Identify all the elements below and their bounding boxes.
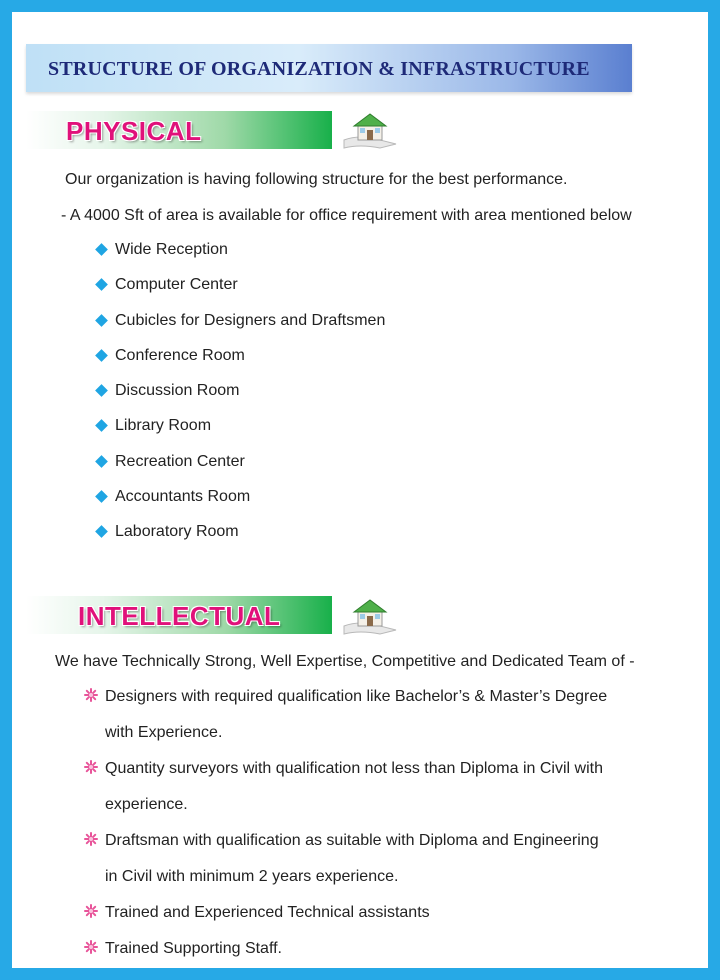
title-banner [26,44,632,92]
list-item: Laboratory Room [95,520,385,555]
diamond-bullet-icon [95,384,108,397]
physical-heading-bar [26,111,332,149]
diamond-bullet-icon [95,455,108,468]
flower-bullet-icon [84,688,98,702]
diamond-bullet-icon [95,526,108,539]
physical-area-note: - A 4000 Sft of area is available for office requirement with area mentioned below [61,207,632,224]
list-item: Wide Reception [95,238,385,273]
list-item: Trained Supporting Staff. [105,937,607,973]
list-item: Conference Room [95,344,385,379]
list-item: Designers with required qualification like Bachelor’s & Master’s Degree with Experience. [105,685,607,757]
intellectual-heading-bar [26,596,332,634]
flower-bullet-icon [84,904,98,918]
diamond-bullet-icon [95,490,108,503]
flower-bullet-icon [84,940,98,954]
diamond-bullet-icon [95,420,108,433]
diamond-bullet-icon [95,314,108,327]
physical-heading: PHYSICAL [66,116,202,146]
house-icon [340,596,400,636]
flower-bullet-icon [84,760,98,774]
diamond-bullet-icon [95,243,108,256]
diamond-bullet-icon [95,278,108,291]
diamond-bullet-icon [95,349,108,362]
list-item: Accountants Room [95,485,385,520]
list-item: Draftsman with qualification as suitable with Diploma and Engineering in Civil with minimum 2 years experience. [105,829,607,901]
house-icon [340,110,400,150]
intellectual-intro: We have Technically Strong, Well Expertise, Competitive and Dedicated Team of - [55,653,635,670]
list-item: Computer Center [95,273,385,308]
intellectual-heading: INTELLECTUAL [78,601,281,631]
list-item: Library Room [95,414,385,449]
physical-intro: Our organization is having following structure for the best performance. [65,171,568,188]
intellectual-list [105,685,607,973]
list-item: Discussion Room [95,379,385,414]
list-item: Cubicles for Designers and Draftsmen [95,309,385,344]
physical-list [95,238,385,556]
list-item: Trained and Experienced Technical assistants [105,901,607,937]
list-item: Recreation Center [95,450,385,485]
document-page [12,12,708,968]
page-title: STRUCTURE OF ORGANIZATION & INFRASTRUCTURE [48,58,590,80]
flower-bullet-icon [84,832,98,846]
list-item: Quantity surveyors with qualification not less than Diploma in Civil with experience. [105,757,607,829]
